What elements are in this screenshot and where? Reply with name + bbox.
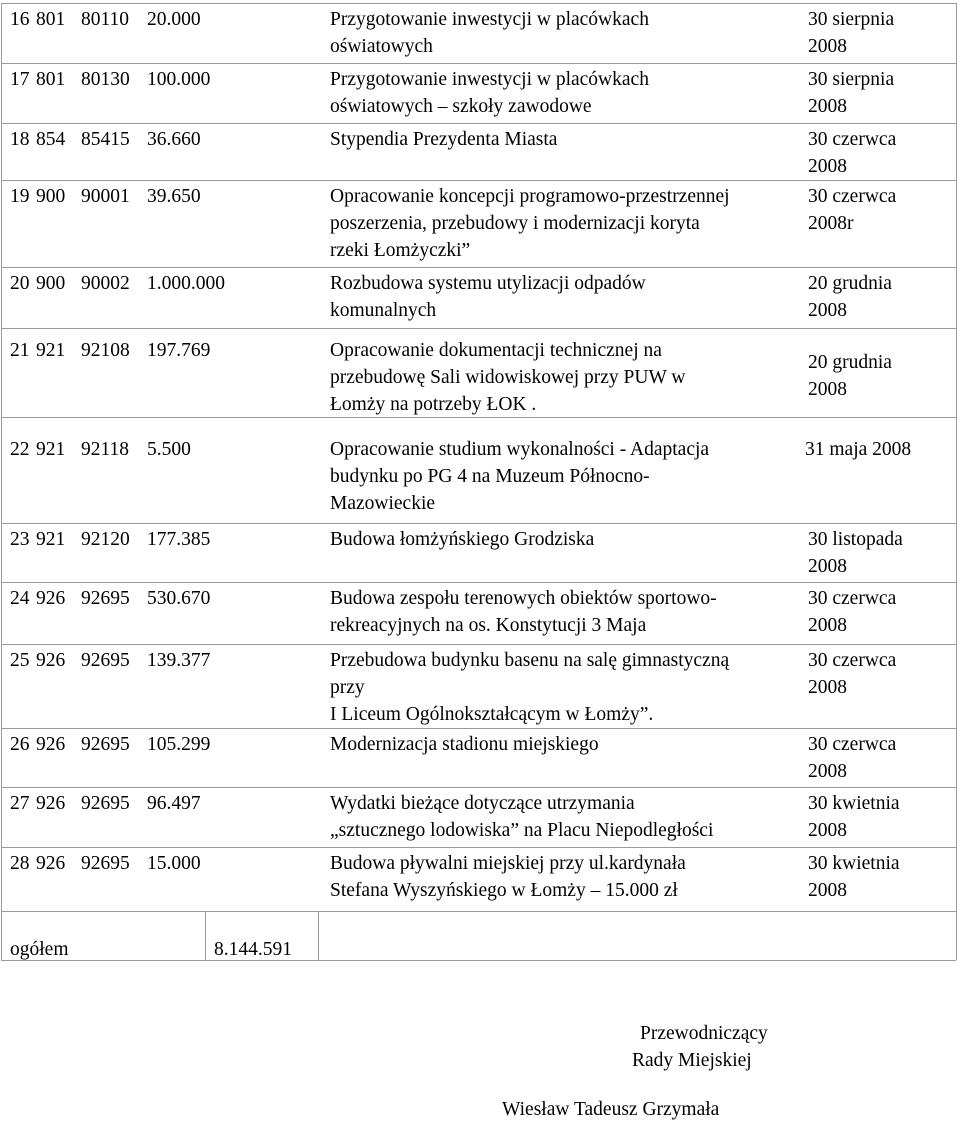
kwota-value: 5.500 — [147, 439, 191, 460]
row-divider — [1, 787, 956, 788]
signature-name: Wiesław Tadeusz Grzymała — [502, 1099, 720, 1120]
termin-text: 30 czerwca 2008r — [808, 186, 897, 234]
rozdzial-code: 92695 — [81, 650, 130, 671]
row-number: 24 — [10, 588, 30, 609]
zadanie-text: Przebudowa budynku basenu na salę gimnastyczną przy I Liceum Ogólnokształcącym w Łomży”. — [330, 650, 730, 725]
table-border — [1, 3, 2, 960]
row-divider — [1, 582, 956, 583]
zadanie-text: Przygotowanie inwestycji w placówkach oświatowych — [330, 9, 649, 57]
termin-text: 20 grudnia 2008 — [808, 352, 892, 400]
row-divider — [1, 180, 956, 181]
kwota-value: 36.660 — [147, 129, 201, 150]
total-value: 8.144.591 — [214, 939, 292, 960]
dzial-code: 926 — [36, 588, 66, 609]
termin-text: 20 grudnia 2008 — [808, 273, 892, 321]
row-divider — [1, 960, 956, 961]
termin-text: 30 czerwca 2008 — [808, 129, 897, 177]
termin-text: 30 sierpnia 2008 — [808, 9, 895, 57]
zadanie-text: Rozbudowa systemu utylizacji odpadów komunalnych — [330, 273, 646, 321]
kwota-value: 39.650 — [147, 186, 201, 207]
zadanie-text: Budowa zespołu terenowych obiektów sportowo- rekreacyjnych na os. Konstytucji 3 Maja — [330, 588, 717, 636]
row-divider — [1, 728, 956, 729]
termin-text: 30 listopada 2008 — [808, 529, 903, 577]
kwota-value: 15.000 — [147, 853, 201, 874]
zadanie-text: Modernizacja stadionu miejskiego — [330, 734, 599, 755]
row-number: 26 — [10, 734, 30, 755]
dzial-code: 926 — [36, 853, 66, 874]
dzial-code: 926 — [36, 793, 66, 814]
rozdzial-code: 92695 — [81, 588, 130, 609]
row-divider — [1, 847, 956, 848]
signature-title-line1: Przewodniczący — [640, 1023, 768, 1044]
row-number: 19 — [10, 186, 30, 207]
termin-text: 30 czerwca 2008 — [808, 650, 897, 698]
zadanie-text: Opracowanie studium wykonalności - Adaptacja budynku po PG 4 na Muzeum Północno- Mazowieckie — [330, 439, 710, 514]
row-number: 28 — [10, 853, 30, 874]
rozdzial-code: 80110 — [81, 9, 130, 30]
row-number: 22 — [10, 439, 30, 460]
rozdzial-code: 92120 — [81, 529, 130, 550]
row-divider — [1, 123, 956, 124]
row-number: 18 — [10, 129, 30, 150]
termin-text: 30 kwietnia 2008 — [808, 793, 900, 841]
kwota-value: 96.497 — [147, 793, 201, 814]
row-divider — [1, 328, 956, 329]
row-divider — [1, 644, 956, 645]
kwota-value: 105.299 — [147, 734, 211, 755]
kwota-value: 1.000.000 — [147, 273, 225, 294]
rozdzial-code: 90002 — [81, 273, 130, 294]
row-number: 27 — [10, 793, 30, 814]
row-divider — [1, 523, 956, 524]
zadanie-text: Przygotowanie inwestycji w placówkach oświatowych – szkoły zawodowe — [330, 69, 649, 117]
total-label: ogółem — [10, 939, 69, 960]
row-number: 23 — [10, 529, 30, 550]
row-number: 21 — [10, 340, 30, 361]
kwota-value: 177.385 — [147, 529, 211, 550]
zadanie-text: Budowa łomżyńskiego Grodziska — [330, 529, 595, 550]
zadanie-text: Opracowanie dokumentacji technicznej na przebudowę Sali widowiskowej przy PUW w Łomży na potrzeby ŁOK . — [330, 340, 686, 415]
dzial-code: 900 — [36, 273, 66, 294]
rozdzial-code: 92695 — [81, 734, 130, 755]
signature-title-line2: Rady Miejskiej — [632, 1050, 752, 1071]
termin-text: 30 czerwca 2008 — [808, 588, 897, 636]
row-divider — [1, 911, 956, 912]
kwota-value: 530.670 — [147, 588, 211, 609]
kwota-value: 20.000 — [147, 9, 201, 30]
row-number: 25 — [10, 650, 30, 671]
table-border — [205, 912, 206, 960]
rozdzial-code: 92118 — [81, 439, 130, 460]
zadanie-text: Wydatki bieżące dotyczące utrzymania „sztucznego lodowiska” na Placu Niepodległości — [330, 793, 714, 841]
dzial-code: 801 — [36, 9, 66, 30]
rozdzial-code: 92108 — [81, 340, 130, 361]
rozdzial-code: 92695 — [81, 793, 130, 814]
dzial-code: 900 — [36, 186, 66, 207]
kwota-value: 139.377 — [147, 650, 211, 671]
row-number: 16 — [10, 9, 30, 30]
row-number: 20 — [10, 273, 30, 294]
kwota-value: 197.769 — [147, 340, 211, 361]
dzial-code: 921 — [36, 340, 66, 361]
zadanie-text: Opracowanie koncepcji programowo-przestrzennej poszerzenia, przebudowy i modernizacji koryta rzeki Łomżyczki” — [330, 186, 730, 261]
row-number: 17 — [10, 69, 30, 90]
dzial-code: 926 — [36, 650, 66, 671]
table-border — [956, 3, 957, 960]
dzial-code: 801 — [36, 69, 66, 90]
rozdzial-code: 90001 — [81, 186, 130, 207]
row-divider — [1, 267, 956, 268]
termin-text: 30 sierpnia 2008 — [808, 69, 895, 117]
row-divider — [1, 3, 956, 4]
dzial-code: 926 — [36, 734, 66, 755]
row-divider — [1, 63, 956, 64]
termin-text: 31 maja 2008 — [805, 439, 912, 460]
zadanie-text: Stypendia Prezydenta Miasta — [330, 129, 558, 150]
dzial-code: 921 — [36, 529, 66, 550]
rozdzial-code: 92695 — [81, 853, 130, 874]
termin-text: 30 czerwca 2008 — [808, 734, 897, 782]
rozdzial-code: 85415 — [81, 129, 130, 150]
termin-text: 30 kwietnia 2008 — [808, 853, 900, 901]
dzial-code: 854 — [36, 129, 66, 150]
table-border — [318, 912, 319, 960]
rozdzial-code: 80130 — [81, 69, 130, 90]
zadanie-text: Budowa pływalni miejskiej przy ul.kardynała Stefana Wyszyńskiego w Łomży – 15.000 zł — [330, 853, 686, 901]
dzial-code: 921 — [36, 439, 66, 460]
kwota-value: 100.000 — [147, 69, 211, 90]
